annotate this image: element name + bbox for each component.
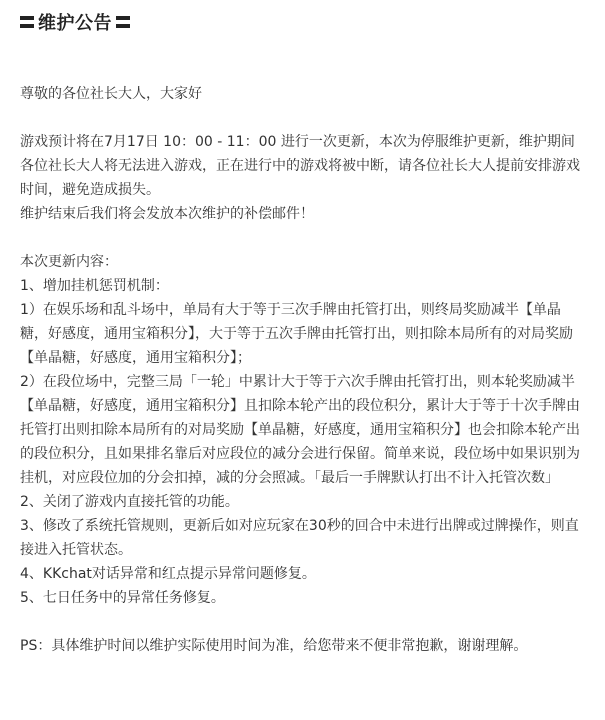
ps-note: PS：具体维护时间以维护实际使用时间为准，给您带来不便非常抱歉，谢谢理解。 [20,638,528,654]
update-heading: 本次更新内容： [20,254,118,270]
page-title: 维护公告 [38,13,112,34]
spacer [20,106,585,130]
update-item: 2）在段位场中，完整三局「一轮」中累计大于等于六次手牌由托管打出，则本轮奖励减半【单晶糖，好感度，通用宝箱积分】且扣除本轮产出的段位积分，累计大于等于十次手牌由托管打出则扣除本局所有的对局奖励【单晶糖，好感度，通用宝箱积分】也会扣除本轮产出的段位积分，且如果排名靠后对应段位的减分会进行保留。简单来说，段位场中如果识别为挂机，对应段位加的分会扣掉，减的分会照减。「最后一手牌默认打出不计入托管次数」 [20,374,580,486]
title-bars-left-icon [20,13,34,31]
title-bars-right-icon [116,13,130,31]
update-item: 4、KKchat对话异常和红点提示异常问题修复。 [20,566,316,582]
update-item: 2、关闭了游戏内直接托管的功能。 [20,494,239,510]
update-item: 3、修改了系统托管规则，更新后如对应玩家在30秒的回合中未进行出牌或过牌操作，则直接进入托管状态。 [20,518,579,558]
update-item: 1、增加挂机惩罚机制： [20,278,169,294]
compensation-text: 维护结束后我们将会发放本次维护的补偿邮件！ [20,206,314,222]
intro-paragraph: 游戏预计将在7月17日 10：00 - 11：00 进行一次更新，本次为停服维护更新，维护期间各位社长大人将无法进入游戏，正在进行中的游戏将被中断，请各位社长大人提前安排游戏时间，避免造成损失。 [20,134,580,198]
update-item: 5、七日任务中的异常任务修复。 [20,590,225,606]
greeting-text: 尊敬的各位社长大人，大家好 [20,86,202,102]
spacer [20,226,585,250]
update-item: 1）在娱乐场和乱斗场中，单局有大于等于三次手牌由托管打出，则终局奖励减半【单晶糖，好感度，通用宝箱积分】，大于等于五次手牌由托管打出，则扣除本局所有的对局奖励【单晶糖，好感度，通用宝箱积分】； [20,302,573,366]
spacer [20,610,585,634]
title-row [20,6,585,38]
